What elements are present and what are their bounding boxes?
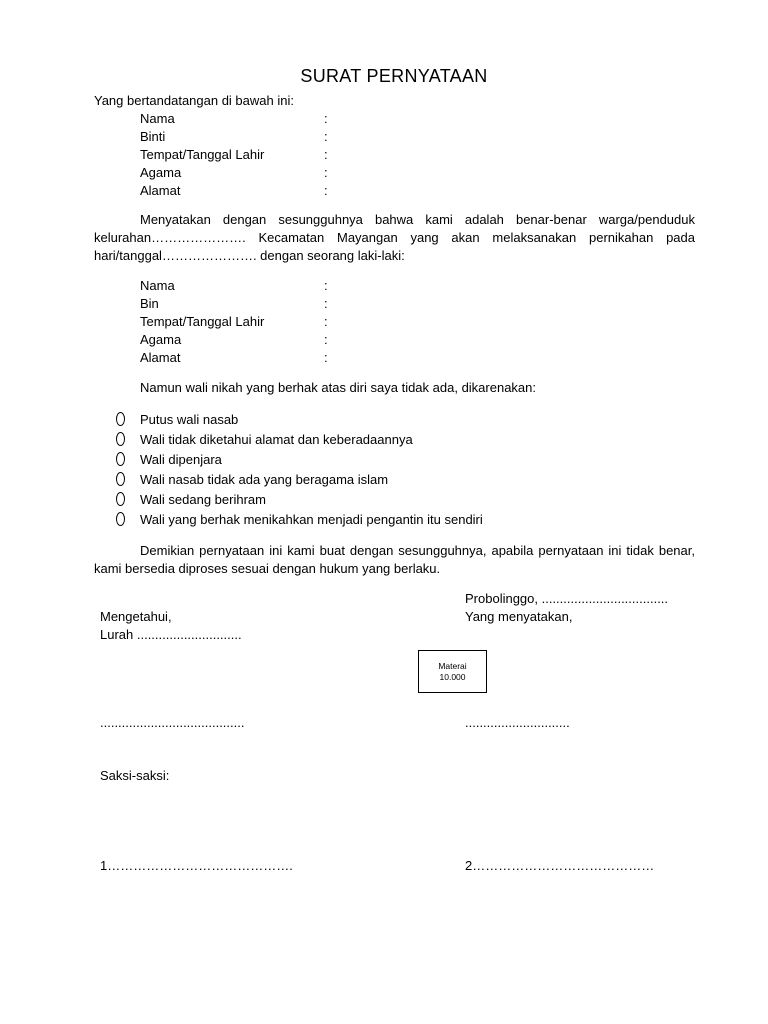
field-colon: : (324, 296, 328, 311)
field-colon: : (324, 111, 328, 126)
place-date: Probolinggo, ................................... (465, 591, 669, 606)
field-label-ttl: Tempat/Tanggal Lahir (140, 314, 265, 329)
field-label-agama: Agama (140, 165, 182, 180)
statement-paragraph: Menyatakan dengan sesungguhnya bahwa kami adalah benar-benar warga/penduduk kelurahan…………………. Kecamatan Mayangan yang akan melaksanakan pernikahan pada hari/tanggal…………………. dengan seorang laki-laki: (94, 212, 695, 263)
circle-bullet-icon (116, 432, 125, 446)
list-item: Wali tidak diketahui alamat dan keberadaannya (140, 432, 413, 447)
list-item: Wali dipenjara (140, 452, 222, 467)
field-colon: : (324, 165, 328, 180)
circle-bullet-icon (116, 412, 125, 426)
field-colon: : (324, 350, 328, 365)
field-colon: : (324, 332, 328, 347)
field-label-binti: Binti (140, 129, 166, 144)
signature-line-left: ........................................ (100, 715, 245, 730)
stamp-duty-box (418, 650, 487, 693)
document-title: SURAT PERNYATAAN (300, 66, 488, 86)
lurah-label: Lurah ............................. (100, 627, 242, 642)
list-item: Putus wali nasab (140, 412, 239, 427)
field-label-nama: Nama (140, 278, 175, 293)
witness-heading: Saksi-saksi: (100, 768, 170, 783)
circle-bullet-icon (116, 512, 125, 526)
field-label-alamat: Alamat (140, 350, 181, 365)
field-label-agama: Agama (140, 332, 182, 347)
field-colon: : (324, 147, 328, 162)
mengetahui-label: Mengetahui, (100, 609, 172, 624)
field-label-ttl: Tempat/Tanggal Lahir (140, 147, 265, 162)
witness-1-line: 1……………………………………. (100, 858, 293, 873)
materai-value: 10.000 (439, 671, 466, 682)
list-item: Wali sedang berihram (140, 492, 266, 507)
field-label-bin: Bin (140, 296, 159, 311)
witness-2-line: 2…………………………………… (465, 858, 655, 873)
field-colon: : (324, 314, 328, 329)
list-item: Wali yang berhak menikahkan menjadi pengantin itu sendiri (140, 512, 483, 527)
field-label-alamat: Alamat (140, 183, 181, 198)
list-item: Wali nasab tidak ada yang beragama islam (140, 472, 389, 487)
field-label-nama: Nama (140, 111, 175, 126)
signature-line-right: ............................. (465, 715, 570, 730)
field-colon: : (324, 278, 328, 293)
circle-bullet-icon (116, 492, 125, 506)
circle-bullet-icon (116, 452, 125, 466)
circle-bullet-icon (116, 472, 125, 486)
field-colon: : (324, 183, 328, 198)
field-colon: : (324, 129, 328, 144)
closing-paragraph: Demikian pernyataan ini kami buat dengan sesungguhnya, apabila pernyataan ini tidak benar, kami bersedia diproses sesuai dengan hukum yang berlaku. (94, 543, 695, 576)
yang-menyatakan-label: Yang menyatakan, (465, 609, 573, 624)
materai-label: Materai (438, 660, 467, 671)
reason-intro: Namun wali nikah yang berhak atas diri saya tidak ada, dikarenakan: (140, 380, 537, 395)
intro-text: Yang bertandatangan di bawah ini: (94, 93, 294, 108)
